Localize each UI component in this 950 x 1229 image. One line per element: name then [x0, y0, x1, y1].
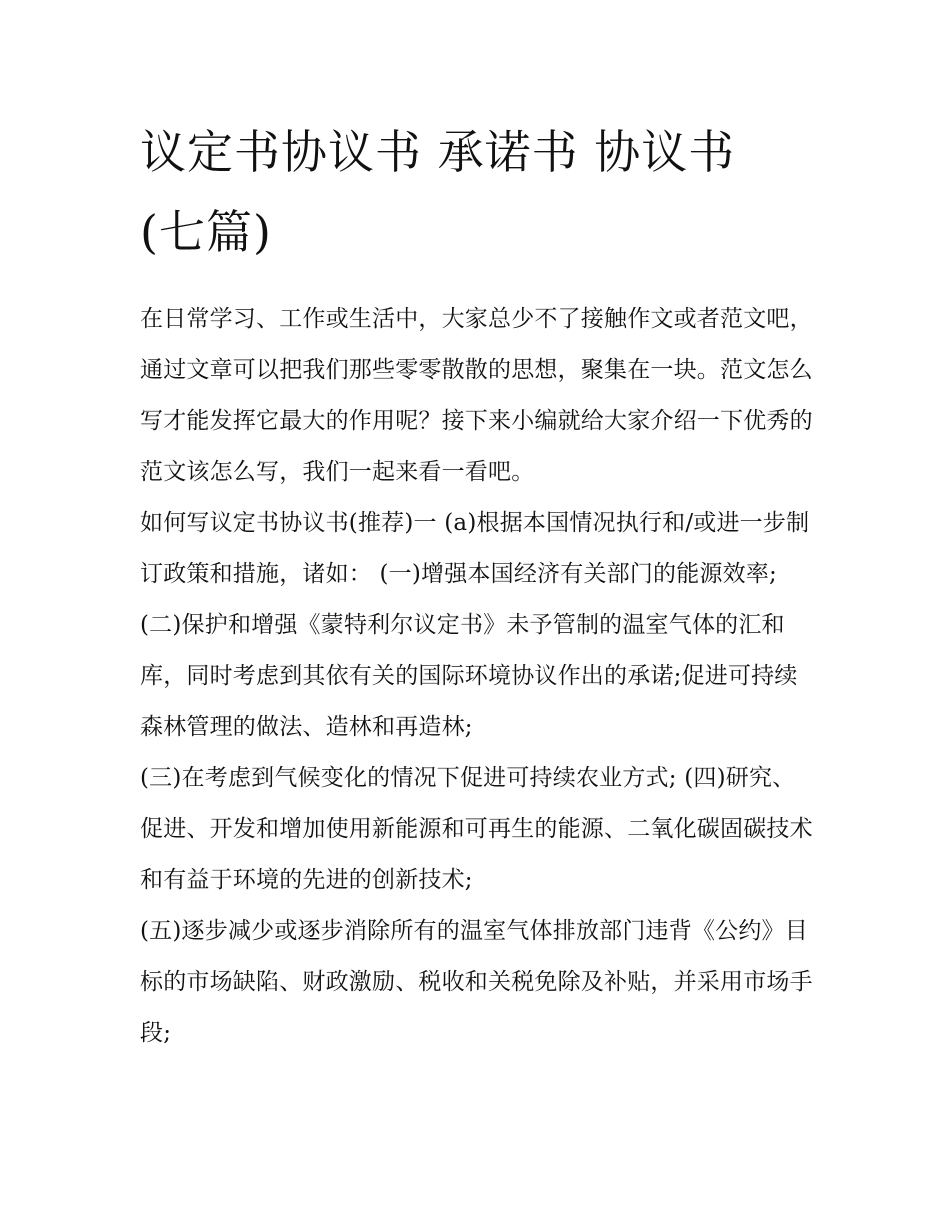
paragraph-section-5: (五)逐步减少或逐步消除所有的温室气体排放部门违背《公约》目标的市场缺陷、财政激励、税收和关税免除及补贴，并采用市场手段; [140, 918, 813, 1046]
paragraph-section-2: (二)保护和增强《蒙特利尔议定书》未予管制的温室气体的汇和库，同时考虑到其依有关的国际环境协议作出的承诺;促进可持续森林管理的做法、造林和再造林; [140, 612, 798, 740]
paragraph-section-1: 如何写议定书协议书(推荐)一 (a)根据本国情况执行和/或进一步制订政策和措施，诸如： (一)增强本国经济有关部门的能源效率; [140, 510, 810, 587]
paragraph-intro: 在日常学习、工作或生活中，大家总少不了接触作文或者范文吧，通过文章可以把我们那些零零散散的思想，聚集在一块。范文怎么写才能发挥它最大的作用呢？接下来小编就给大家介绍一下优秀的范文该怎么写，我们一起来看一看吧。 [140, 306, 813, 485]
document-title: 议定书协议书 承诺书 协议书(七篇) [140, 125, 736, 259]
paragraph-section-3: (三)在考虑到气候变化的情况下促进可持续农业方式; (四)研究、促进、开发和增加使用新能源和可再生的能源、二氧化碳固碳技术和有益于环境的先进的创新技术; [140, 765, 813, 893]
document-body [140, 294, 815, 1059]
document-content [140, 112, 815, 1059]
